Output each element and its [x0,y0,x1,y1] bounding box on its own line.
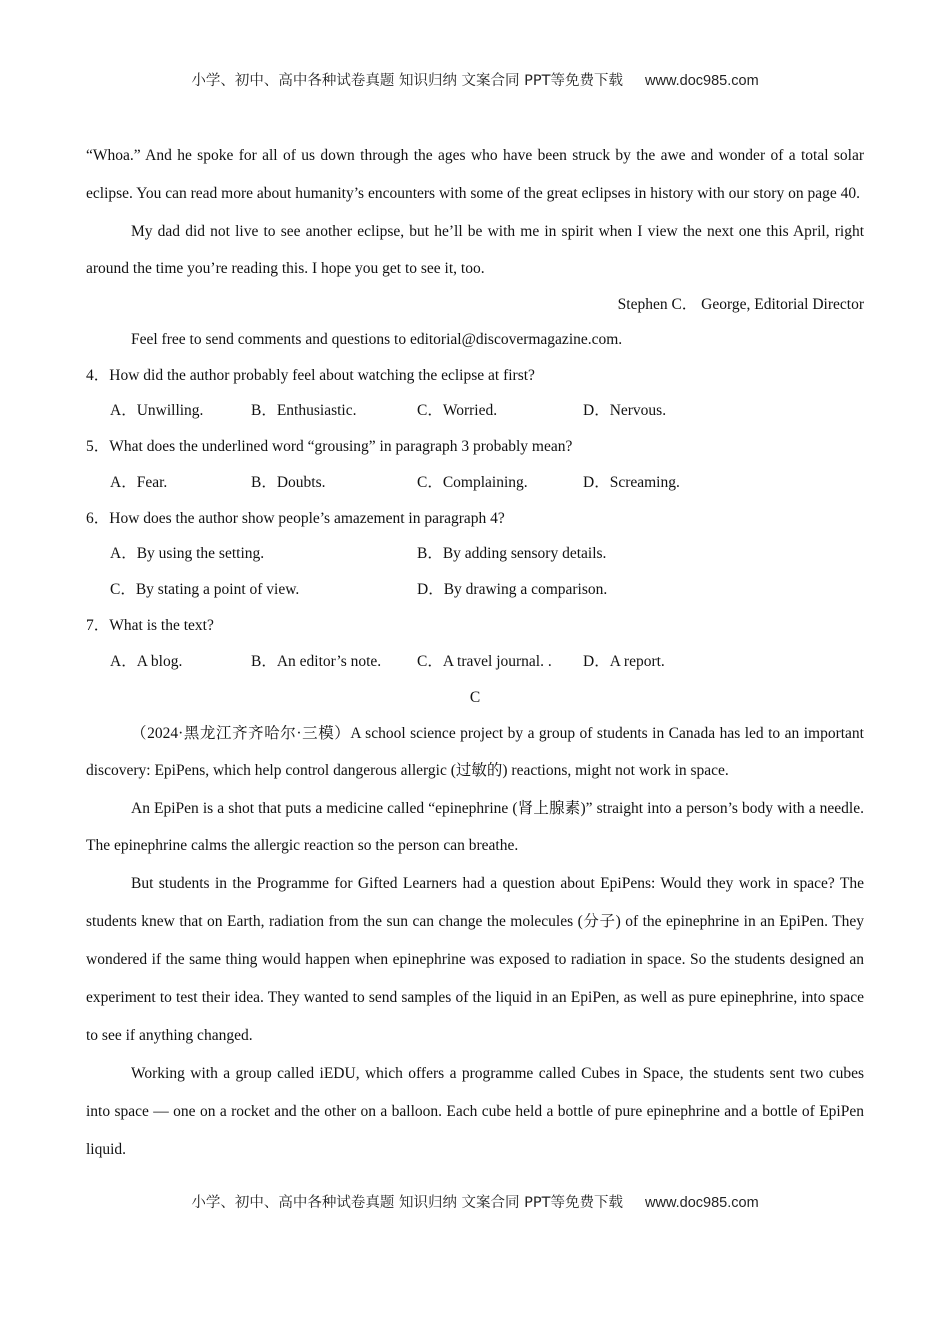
option-d: D．Nervous. [583,402,667,419]
options-row [86,644,864,680]
passage-c-paragraph-4: Working with a group called iEDU, which offers a programme called Cubes in Space, the students sent two cubes into space — one on a rocket and the other on a balloon. Each cube held a bottle of pure epinephrine and a bottle of EpiPen liquid. [86,1064,864,1158]
header-url[interactable]: www.doc985.com [645,73,759,89]
passage-c-paragraph-3: But students in the Programme for Gifted Learners had a question about EpiPens: Would they work in space? The students knew that on Earth, radiation from the sun can change the molecules (分子) of the epinephrine in an EpiPen. They wondered if the same thing would happen when epinephrine was exposed to radiation in space. So the students designed an experiment to test their idea. They wanted to send samples of the liquid in an EpiPen, as well as pure epinephrine, into space to see if anything changed. [86,874,864,1044]
options-row [86,393,864,429]
option-a: A．Fear. [110,473,168,491]
option-c: C．By stating a point of view. [110,581,300,598]
options-row [86,465,864,501]
document-body [86,137,864,1169]
passage-b-paragraph-2: My dad did not live to see another eclipse, but he’ll be with me in spirit when I view the next one this April, right around the time you’re reading this. I hope you get to see it, too. [86,223,864,277]
option-a: A．A blog. [110,652,183,670]
option-b: B．Enthusiastic. [251,402,357,419]
option-c: C．Complaining. [417,473,528,491]
footer-text: 小学、初中、高中各种试卷真题 知识归纳 文案合同 PPT等免费下载 [191,1195,624,1211]
passage-b-paragraph-1: “Whoa.” And he spoke for all of us down through the ages who have been struck by the awe and wonder of a total solar eclipse. You can read more about humanity’s encounters with some of the great eclipses in history with our story on page 40. [86,147,864,202]
question-stem: 5．What does the underlined word “grousing” in paragraph 3 probably mean? [86,438,573,455]
page-header [0,69,950,90]
option-c: C．A travel journal. . [417,652,552,670]
passage-c-label: C [469,688,481,706]
option-c: C．Worried. [417,402,498,419]
question-4 [86,358,864,430]
footer-url[interactable]: www.doc985.com [645,1195,759,1211]
option-d: D．By drawing a comparison. [417,581,608,598]
header-text: 小学、初中、高中各种试卷真题 知识归纳 文案合同 PPT等免费下载 [191,73,624,89]
page-footer [0,1191,950,1212]
option-b: B．Doubts. [251,473,326,491]
options-row [86,572,864,608]
option-a: A．By using the setting. [110,545,265,562]
question-7 [86,608,864,680]
question-stem: 7．What is the text? [86,617,214,634]
option-b: B．By adding sensory details. [417,545,607,562]
signature: Stephen C． George, Editorial Director [617,296,864,313]
option-b: B．An editor’s note. [251,652,382,670]
question-stem: 4．How did the author probably feel about watching the eclipse at first? [86,366,535,384]
passage-c-paragraph-1: （2024·黑龙江齐齐哈尔·三模）A school science project by a group of students in Canada has led to an important discovery: EpiPens, which help control dangerous allergic (过敏的) reactions, might not work in space. [86,724,864,779]
question-stem: 6．How does the author show people’s amazement in paragraph 4? [86,509,505,527]
option-d: D．Screaming. [583,473,680,491]
question-5 [86,429,864,501]
option-d: D．A report. [583,652,665,670]
contact-line: Feel free to send comments and questions to editorial@discovermagazine.com. [131,331,623,348]
passage-c-paragraph-2: An EpiPen is a shot that puts a medicine called “epinephrine (肾上腺素)” straight into a person’s body with a needle. The epinephrine calms the allergic reaction so the person can breathe. [86,799,864,854]
question-6 [86,501,864,609]
options-row [86,536,864,572]
option-a: A．Unwilling. [110,402,204,419]
